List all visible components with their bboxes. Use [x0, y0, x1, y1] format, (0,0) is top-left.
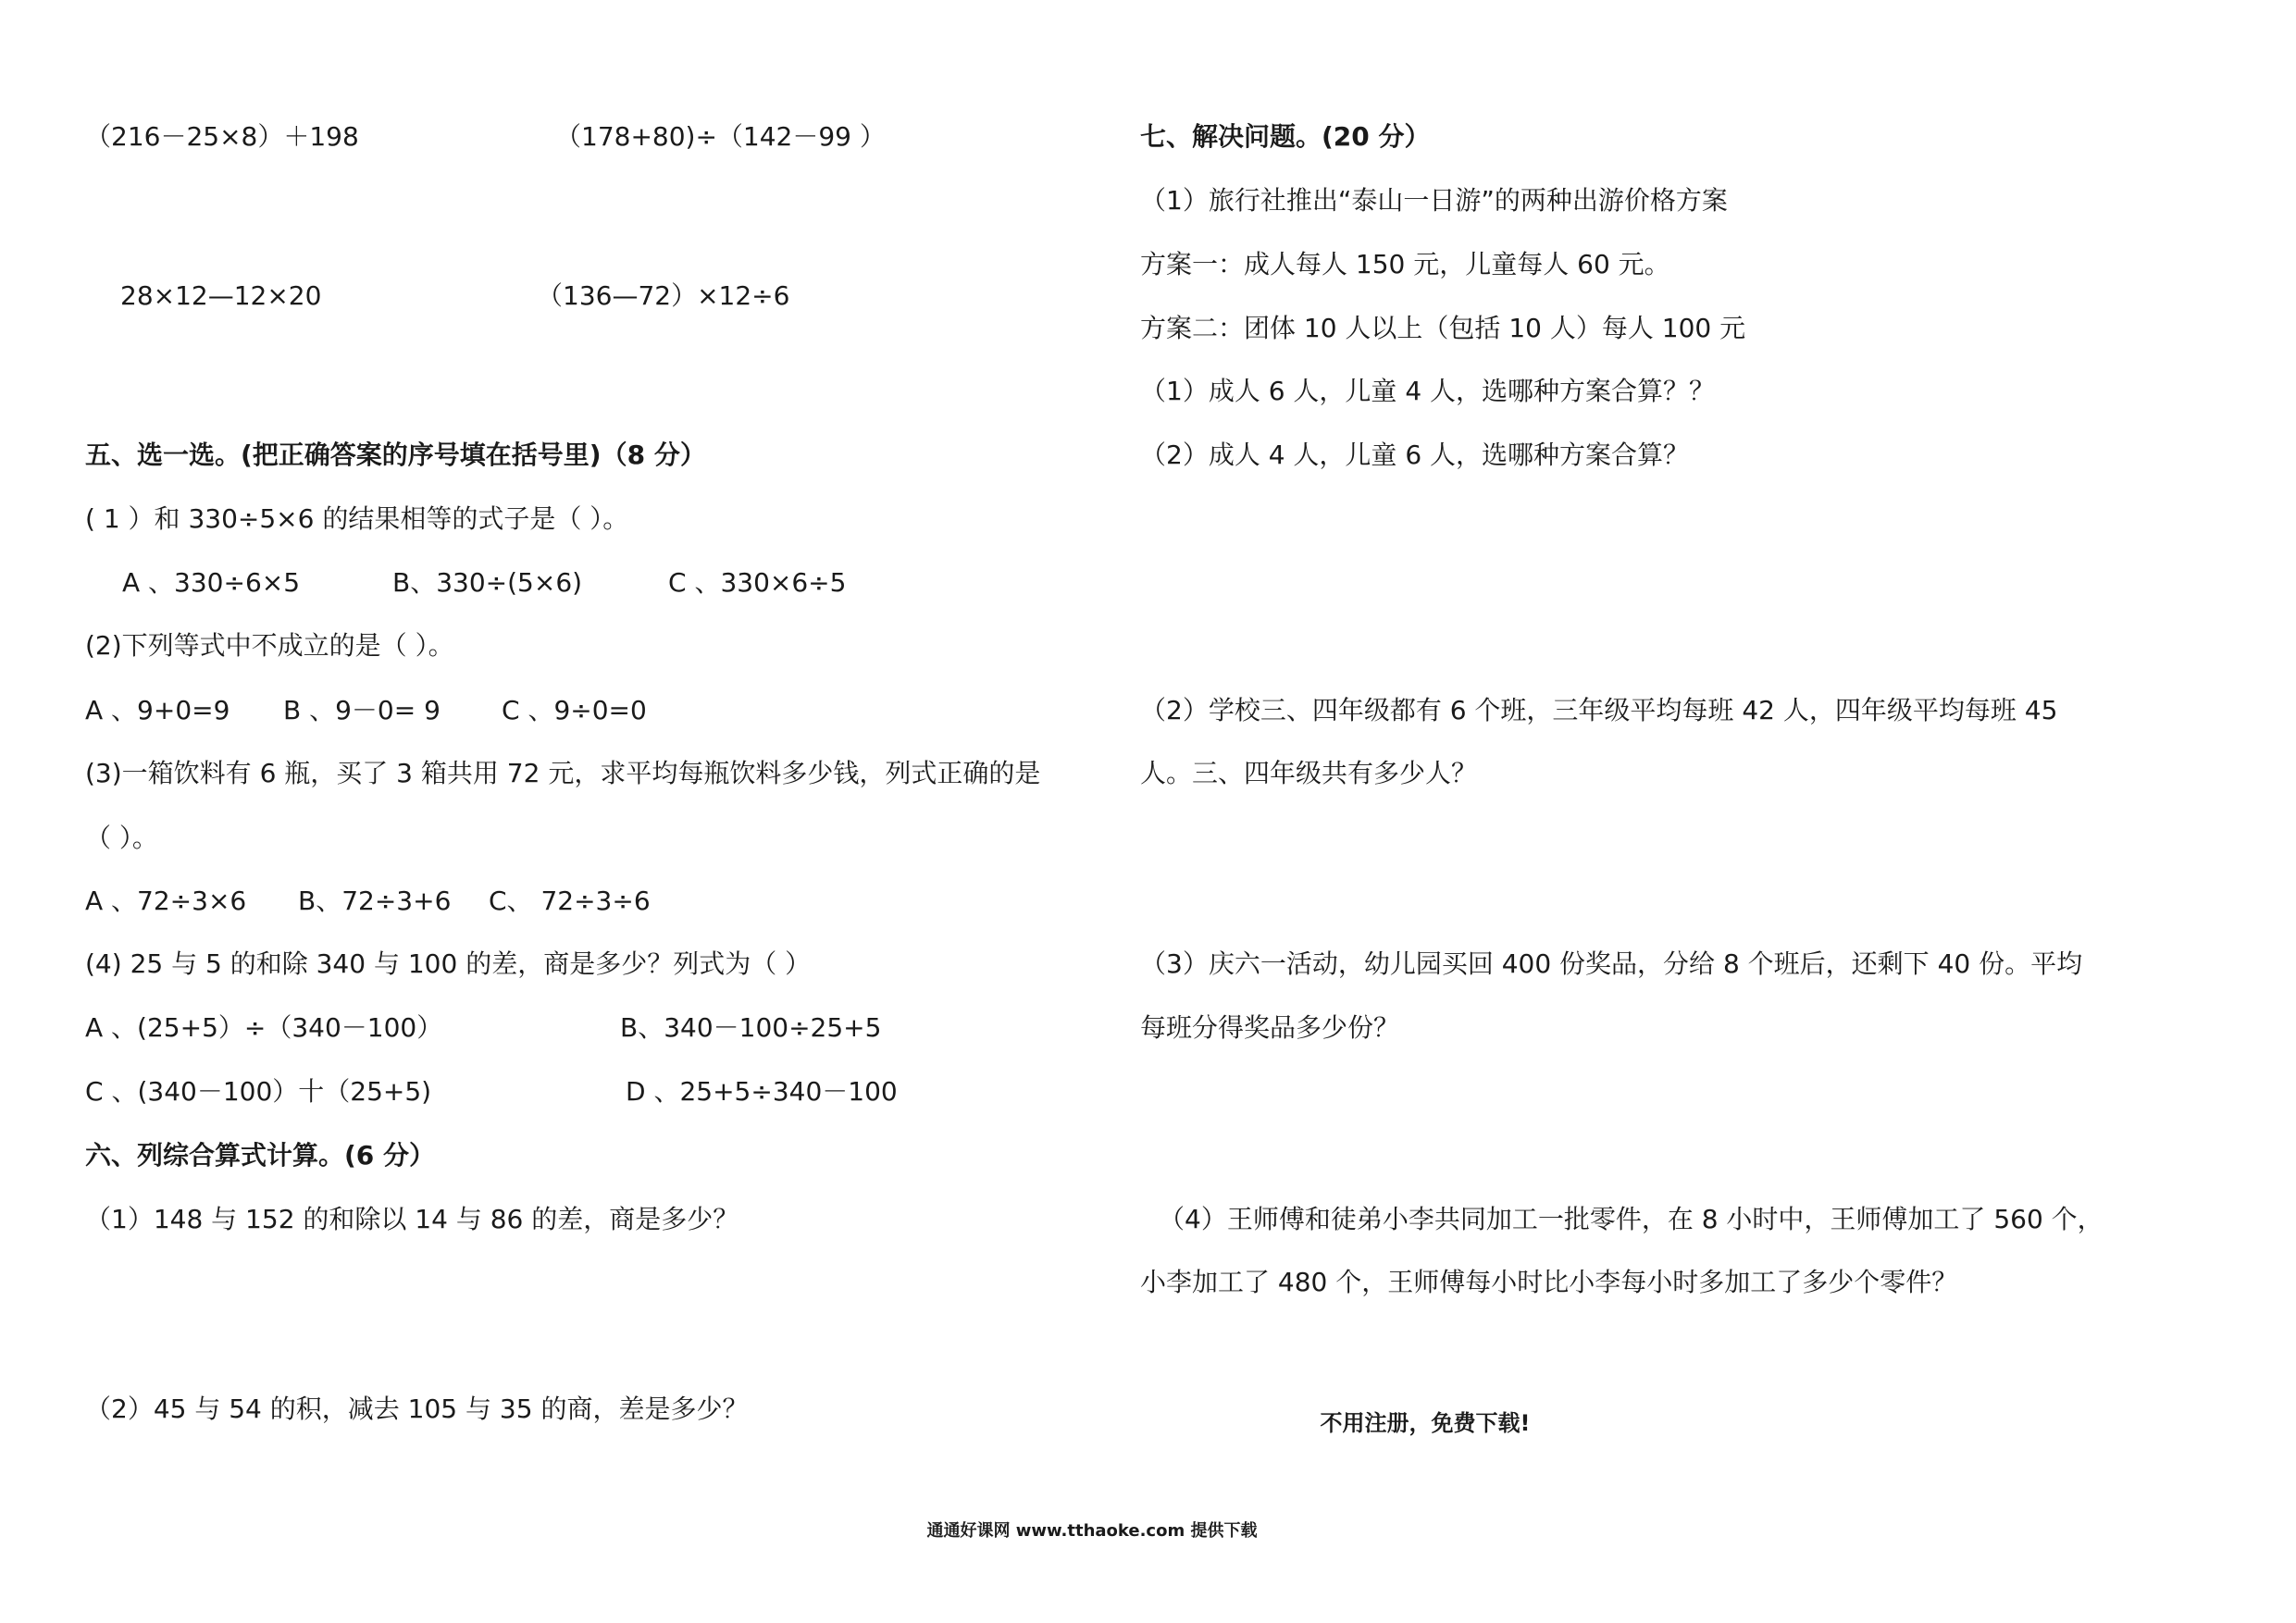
- section5-q1-option-c: C 、330×6÷5: [668, 567, 847, 598]
- section5-q3-option-b: B、72÷3+6: [298, 886, 452, 916]
- section5-q4-option-c: C 、(340－100）十（25+5): [85, 1076, 432, 1107]
- section5-q2-option-b: B 、9－0= 9: [283, 695, 441, 725]
- section5-q2-option-c: C 、9÷0=0: [502, 695, 647, 725]
- section7-title: 七、解决问题。(20 分）: [1140, 121, 1431, 152]
- calc-expression-2: （178+80)÷（142－99 ）: [555, 121, 886, 152]
- problem2-line-1: （2）学校三、四年级都有 6 个班，三年级平均每班 42 人，四年级平均每班 45: [1140, 695, 2058, 725]
- section5-q4-option-d: D 、25+5÷340－100: [626, 1076, 898, 1107]
- section5-q2-option-a: A 、9+0=9: [85, 695, 230, 725]
- section5-q1-option-a: A 、330÷6×5: [122, 567, 301, 598]
- footer-source: 通通好课网 www.tthaoke.com 提供下载: [926, 1521, 1258, 1541]
- problem3-line-1: （3）庆六一活动，幼儿园买回 400 份奖品，分给 8 个班后，还剩下 40 份。平均: [1140, 948, 2083, 979]
- problem4-line-2: 小李加工了 480 个，王师傅每小时比小李每小时多加工了多少个零件？: [1140, 1267, 1958, 1297]
- calc-expression-1: （216－25×8）＋198: [85, 121, 359, 152]
- section5-question-3-continued: （ ）。: [85, 823, 158, 853]
- section5-question-4: (4) 25 与 5 的和除 340 与 100 的差，商是多少？列式为（ ）: [85, 948, 812, 979]
- section5-q1-option-b: B、330÷(5×6): [392, 567, 583, 598]
- calc-expression-3: 28×12—12×20: [120, 280, 322, 311]
- section5-q4-option-b: B、340－100÷25+5: [620, 1012, 882, 1043]
- problem1-intro: （1）旅行社推出“泰山一日游”的两种出游价格方案: [1140, 185, 1728, 216]
- section5-q3-option-c: C、 72÷3÷6: [489, 886, 651, 916]
- section5-question-2: (2)下列等式中不成立的是（ ）。: [85, 630, 454, 661]
- problem1-question-2: （2）成人 4 人，儿童 6 人，选哪种方案合算？: [1140, 440, 1690, 470]
- problem4-line-1: （4）王师傅和徒弟小李共同加工一批零件，在 8 小时中，王师傅加工了 560 个，: [1159, 1204, 2104, 1234]
- problem3-line-2: 每班分得奖品多少份？: [1140, 1012, 1400, 1043]
- section5-q4-option-a: A 、(25+5）÷（340－100）: [85, 1012, 443, 1043]
- calc-expression-4: （136—72）×12÷6: [537, 280, 790, 311]
- problem1-plan-1: 方案一：成人每人 150 元，儿童每人 60 元。: [1140, 249, 1670, 279]
- section5-title: 五、选一选。(把正确答案的序号填在括号里)（8 分）: [85, 440, 706, 470]
- section5-q3-option-a: A 、72÷3×6: [85, 886, 247, 916]
- section6-title: 六、列综合算式计算。(6 分）: [85, 1140, 436, 1171]
- section5-question-1: ( 1 ）和 330÷5×6 的结果相等的式子是（ ）。: [85, 503, 629, 534]
- section5-question-3: (3)一箱饮料有 6 瓶，买了 3 箱共用 72 元，求平均每瓶饮料多少钱，列式正确的是: [85, 758, 1041, 788]
- problem1-plan-2: 方案二：团体 10 人以上（包括 10 人）每人 100 元: [1140, 313, 1746, 343]
- section6-question-1: （1）148 与 152 的和除以 14 与 86 的差，商是多少？: [85, 1204, 739, 1234]
- section6-question-2: （2）45 与 54 的积，减去 105 与 35 的商，差是多少？: [85, 1394, 749, 1424]
- free-download-notice: 不用注册，免费下载!: [1320, 1410, 1531, 1436]
- problem1-question-1: （1）成人 6 人，儿童 4 人，选哪种方案合算？？: [1140, 376, 1716, 406]
- problem2-line-2: 人。三、四年级共有多少人？: [1140, 758, 1478, 788]
